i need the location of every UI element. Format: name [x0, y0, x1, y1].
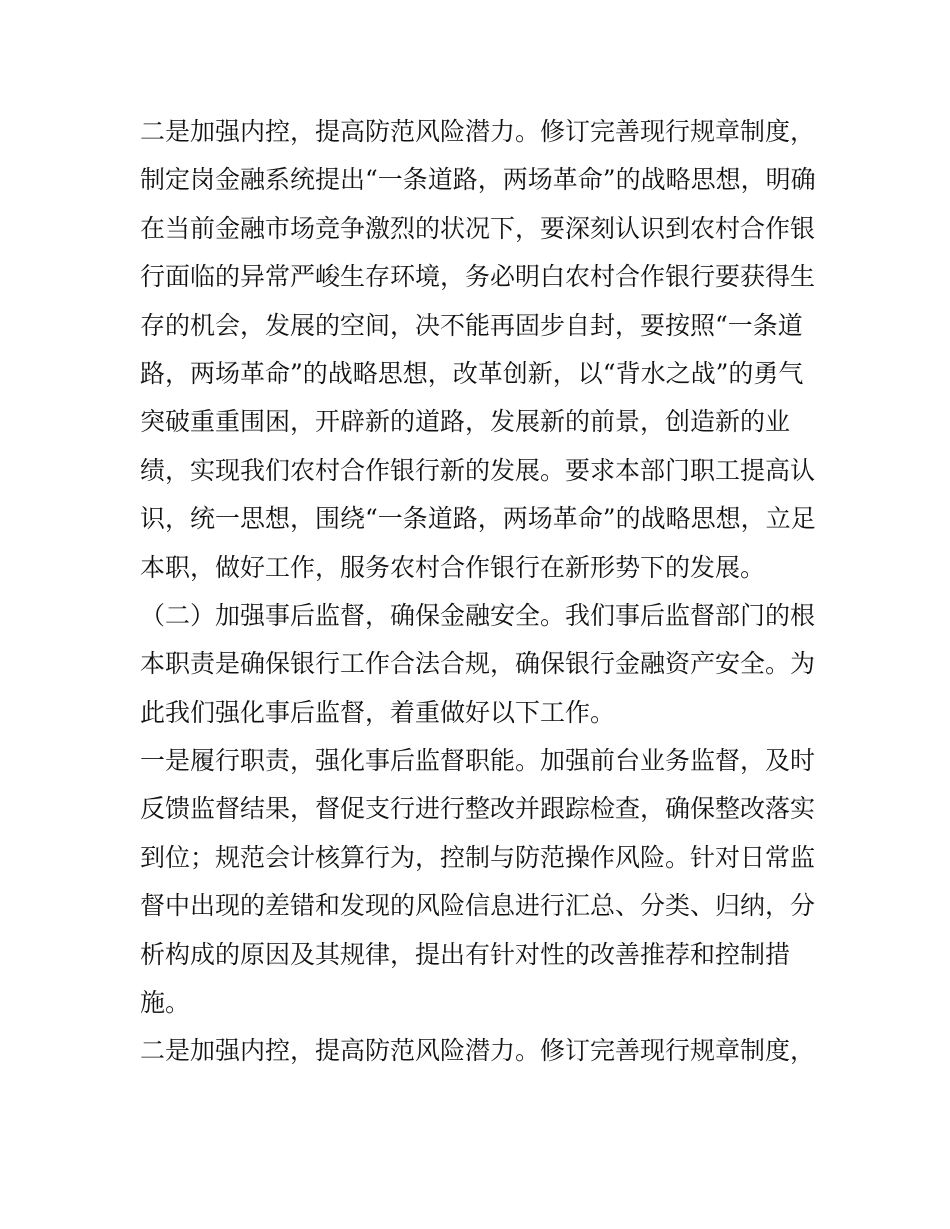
- text-line: 本职责是确保银行工作合法合规，确保银行金融资产安全。为: [140, 649, 816, 679]
- text-line: 行面临的异常严峻生存环境，务必明白农村合作银行要获得生: [140, 262, 816, 292]
- text-line: 施。: [140, 988, 191, 1018]
- text-line: 二是加强内控，提高防范风险潜力。修订完善现行规章制度，: [140, 117, 816, 146]
- text-line: 一是履行职责，强化事后监督职能。加强前台业务监督，及时: [140, 746, 816, 776]
- text-line: 二是加强内控，提高防范风险潜力。修订完善现行规章制度，: [140, 1036, 816, 1066]
- text-line: 在当前金融市场竞争激烈的状况下，要深刻认识到农村合作银: [140, 213, 816, 243]
- text-line: 本职，做好工作，服务农村合作银行在新形势下的发展。: [140, 552, 766, 582]
- text-line: 此我们强化事后监督，着重做好以下工作。: [140, 697, 616, 727]
- text-line: 存的机会，发展的空间，决不能再固步自封，要按照“一条道: [140, 310, 803, 340]
- text-line: 制定岗金融系统提出“一条道路，两场革命”的战略思想，明确: [140, 165, 816, 195]
- text-line: 析构成的原因及其规律，提出有针对性的改善推荐和控制措: [140, 939, 791, 969]
- text-line: 绩，实现我们农村合作银行新的发展。要求本部门职工提高认: [140, 455, 816, 485]
- text-line: 到位；规范会计核算行为，控制与防范操作风险。针对日常监: [140, 842, 816, 872]
- text-line: 识，统一思想，围绕“一条道路，两场革命”的战略思想，立足: [140, 504, 816, 534]
- text-line: 突破重重围困，开辟新的道路，发展新的前景，创造新的业: [140, 407, 791, 437]
- text-line: 路，两场革命”的战略思想，改革创新，以“背水之战”的勇气: [140, 358, 804, 388]
- text-line: （二）加强事后监督，确保金融安全。我们事后监督部门的根: [140, 600, 816, 630]
- text-line: 反馈监督结果，督促支行进行整改并跟踪检查，确保整改落实: [140, 794, 816, 824]
- text-line: 督中出现的差错和发现的风险信息进行汇总、分类、归纳，分: [140, 891, 816, 921]
- document-body: [140, 108, 820, 1076]
